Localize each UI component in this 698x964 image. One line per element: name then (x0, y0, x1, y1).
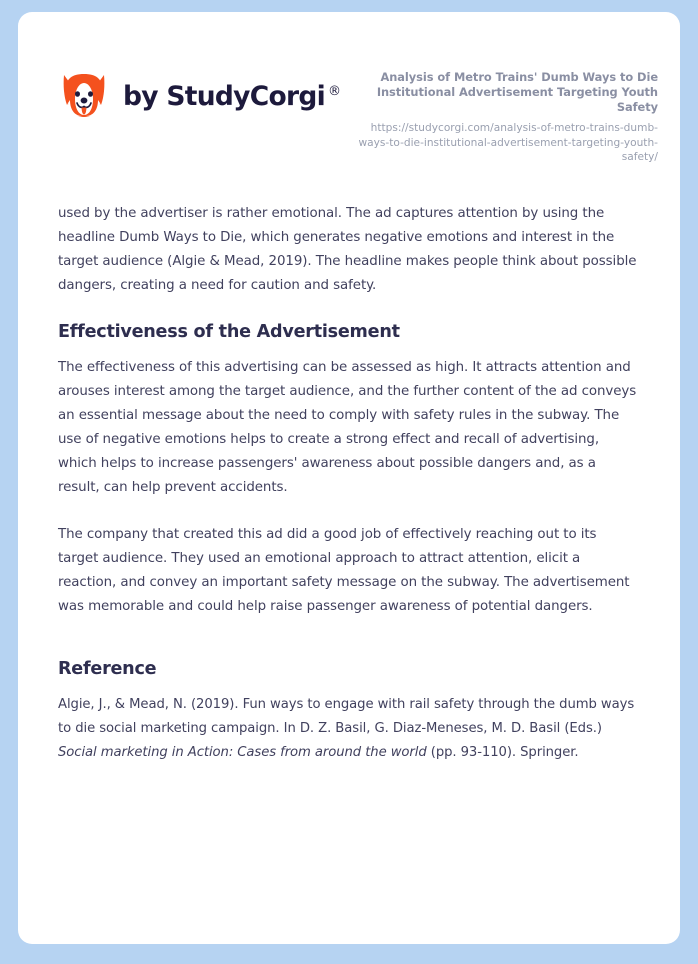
reference-book-title: Social marketing in Action: Cases from around the world (58, 744, 427, 760)
intro-paragraph: used by the advertiser is rather emotional. The ad captures attention by using the headline Dumb Ways to Die, which generates negative emotions and interest in the target audience (Algie & Mead, 2019). The headline makes people think about possible dangers, creating a need for caution and safety. (58, 206, 637, 294)
reference-entry (58, 693, 640, 765)
brand-wordmark-text: by StudyCorgi (123, 80, 326, 112)
spacer (58, 643, 640, 655)
reference-pages-publisher: (pp. 93-110). Springer. (426, 744, 579, 760)
header-meta (340, 60, 658, 164)
document-body (18, 202, 680, 764)
source-url: https://studycorgi.com/analysis-of-metro-trains-dumb-ways-to-die-institutional-advertisement-targeting-youth-safety/ (358, 122, 658, 163)
brand-wordmark (123, 81, 340, 112)
reference-authors-and-article: Algie, J., & Mead, N. (2019). Fun ways to engage with rail safety through the dumb ways to die social marketing campaign. In D. Z. Basil, G. Diaz-Meneses, M. D. Basil (Eds.) (58, 697, 635, 736)
section-heading-reference: Reference (58, 659, 157, 680)
section-paragraph-1: The effectiveness of this advertising can be assessed as high. It attracts attention and arouses interest among the target audience, and the further content of the ad conveys an essential message about the need to comply with safety rules in the subway. The use of negative emotions helps to create a strong effect and recall of advertising, which helps to increase passengers' awareness about possible dangers and, as a result, can help prevent accidents. (58, 359, 637, 495)
registered-trademark-icon: ® (328, 83, 341, 99)
document-page-card (18, 12, 680, 944)
brand-lockup (58, 60, 340, 122)
page-title: Analysis of Metro Trains' Dumb Ways to Die Institutional Advertisement Targeting Youth Safety (376, 70, 658, 115)
section-heading-effectiveness: Effectiveness of the Advertisement (58, 321, 400, 342)
section-paragraph-2: The company that created this ad did a good job of effectively reaching out to its target audience. They used an emotional approach to attract attention, elicit a reaction, and convey an important safety message on the subway. The advertisement was memorable and could help raise passenger awareness of potential dangers. (58, 527, 630, 615)
corgi-logo-icon (58, 70, 110, 122)
document-header (18, 12, 680, 164)
